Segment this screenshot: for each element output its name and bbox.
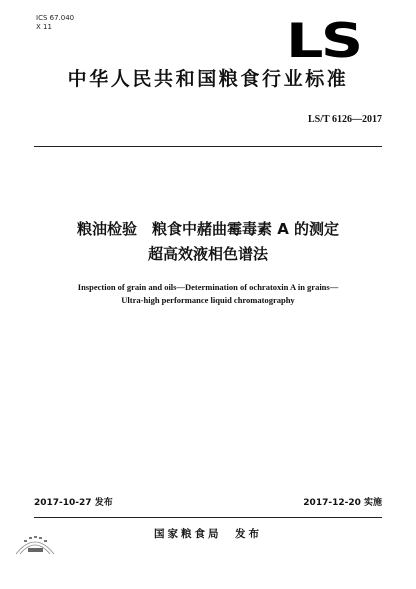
issue-date: 2017-10-27 发布	[34, 498, 113, 508]
document-title-cn-line2: 超高效液相色谱法	[147, 245, 268, 263]
document-title-en-line2: Ultra-high performance liquid chromatography	[121, 295, 295, 305]
top-divider	[34, 146, 382, 147]
implementation-date: 2017-12-20 实施	[303, 498, 382, 508]
classification-codes	[36, 14, 74, 32]
ics-code: ICS 67.040	[36, 14, 75, 22]
document-title-cn-line1: 粮油检验 粮食中赭曲霉毒素 A 的测定	[76, 220, 340, 238]
document-title-en-line1: Inspection of grain and oils—Determination of ochratoxin A in grains—	[77, 282, 339, 292]
publisher: 国家粮食局 发布	[154, 528, 262, 540]
ls-logo: LS	[286, 14, 361, 69]
standard-number: LS/T 6126—2017	[308, 114, 382, 125]
bottom-divider	[34, 517, 382, 518]
standard-type-title: 中华人民共和国粮食行业标准	[67, 68, 349, 90]
ccs-code: X 11	[36, 23, 52, 31]
